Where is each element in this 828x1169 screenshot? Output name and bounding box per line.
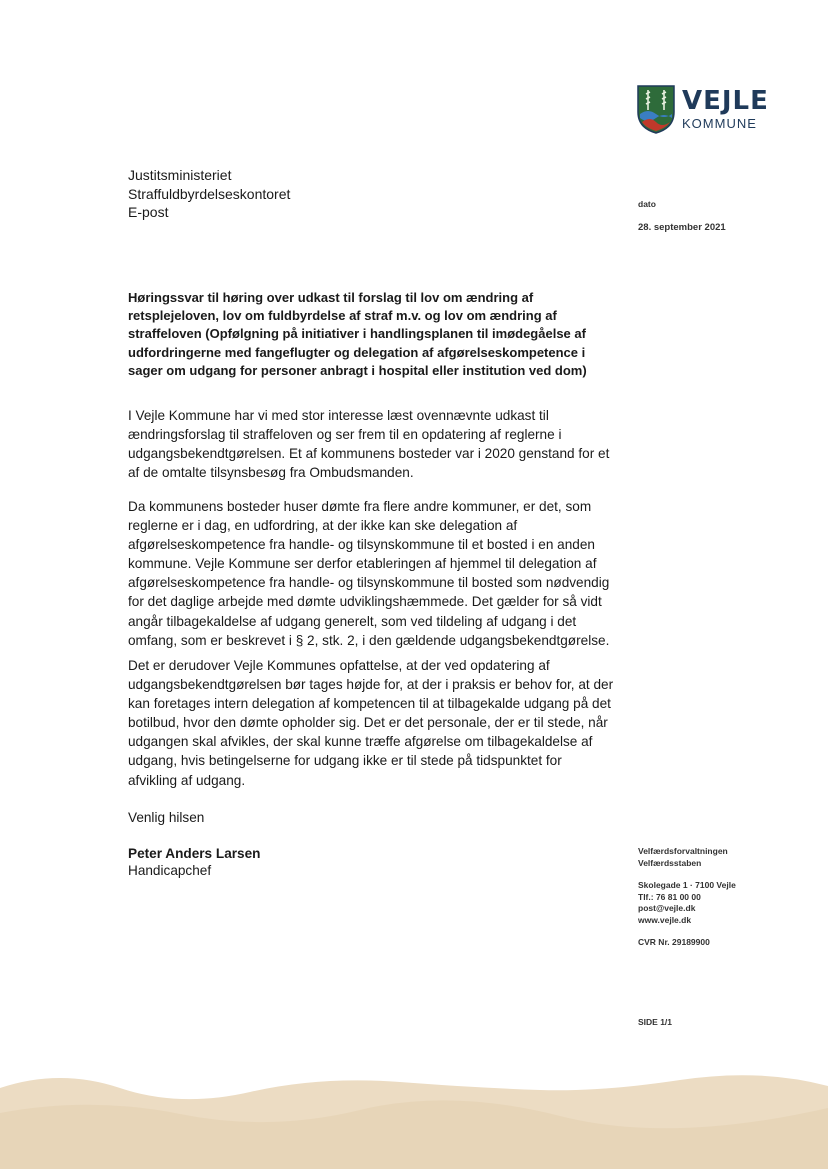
paragraph-line: afvikling af udgang.: [128, 772, 246, 788]
sender-contact: [638, 880, 736, 926]
paragraph-line: udgangsbekendtgørelsen. Et af kommunens bosteder var i 2020 genstand for et: [128, 446, 610, 462]
date-label: dato: [638, 199, 656, 209]
paragraph-line: angår tilbagekaldelse af udgang generelt, som ved tildeling af udgang i det: [128, 613, 577, 629]
logo-wordmark: VEJLE: [682, 86, 769, 116]
paragraph-line: udgang, hvis betingelserne for udgang ikke er til stede på tidspunktet for: [128, 753, 562, 769]
recipient-line: E-post: [128, 204, 169, 220]
subject-line: straffeloven (Opfølgning på initiativer i handlingsplanen til imødegåelse af: [128, 326, 586, 342]
cvr-number: CVR Nr. 29189900: [638, 937, 710, 947]
recipient-address: [128, 166, 290, 222]
subject-line: udfordringerne med fangeflugter og delegation af afgørelseskompetence i: [128, 344, 586, 360]
paragraph-line: afgørelseskompetence fra handle- og tilsynskommune til et bosted i en anden: [128, 537, 595, 553]
paragraph-line: reglerne er i dag, en udfordring, at der ikke kan ske delegation af: [128, 518, 518, 534]
paragraph-line: kan foretages intern delegation af kompetencen til at tilbagekalde udgang på det: [128, 696, 611, 712]
logo-subtitle: KOMMUNE: [682, 116, 757, 131]
recipient-line: Straffuldbyrdelseskontoret: [128, 185, 291, 202]
recipient-line: Justitsministeriet: [128, 167, 232, 183]
paragraph-line: udgangen skal afvikles, der skal kunne træffe afgørelse om tilbagekaldelse af: [128, 734, 593, 750]
paragraph-line: omfang, som er beskrevet i § 2, stk. 2, i den gældende udgangsbekendtgørelse.: [128, 632, 610, 648]
signer-name: Peter Anders Larsen: [128, 846, 261, 861]
subject-line: sager om udgang for personer anbragt i hospital eller institution ved dom): [128, 362, 587, 378]
paragraph-line: for det daglige arbejde med dømte udviklingshæmmede. Det gælder for så vidt: [128, 594, 602, 610]
coat-of-arms-icon: [636, 84, 676, 134]
vejle-logo: [636, 84, 769, 136]
paragraph-line: botilbud, hvor den dømte opholder sig. Det er det personale, der er til stede, når: [128, 715, 608, 731]
subject-line: retsplejeloven, lov om fuldbyrdelse af straf m.v. og lov om ændring af: [128, 308, 557, 324]
paragraph-line: afgørelseskompetence fra handle- og tilsynskommune til bosted som nødvendig: [128, 575, 610, 591]
subject-line: Høringssvar til høring over udkast til forslag til lov om ændring af: [128, 290, 534, 305]
body-paragraph-2: [128, 497, 609, 650]
sender-department: [638, 846, 728, 869]
subject-heading: [128, 289, 608, 380]
paragraph-line: kommune. Vejle Kommune ser derfor etableringen af hjemmel til delegation af: [128, 556, 597, 572]
paragraph-line: I Vejle Kommune har vi med stor interesse læst ovennævnte udkast til: [128, 408, 549, 423]
paragraph-line: Det er derudover Vejle Kommunes opfattelse, at der ved opdatering af: [128, 658, 550, 673]
page-number: SIDE 1/1: [638, 1017, 673, 1027]
paragraph-line: Da kommunens bosteder huser dømte fra flere andre kommuner, er det, som: [128, 499, 592, 514]
paragraph-line: udgangsbekendtgørelsen bør tages højde for, at der i praksis er behov for, at der: [128, 677, 614, 693]
body-paragraph-3: [128, 656, 613, 790]
signer-title: Handicapchef: [128, 863, 212, 878]
closing-greeting: Venlig hilsen: [128, 810, 205, 825]
contact-website: www.vejle.dk: [638, 914, 692, 925]
body-paragraph-1: [128, 406, 609, 482]
department-line: Velfærdsstaben: [638, 857, 702, 868]
contact-email: post@vejle.dk: [638, 903, 696, 913]
paragraph-line: af de omtalte tilsynsbesøg fra Ombudsmanden.: [128, 465, 414, 481]
landscape-decoration: [0, 1058, 828, 1169]
department-line: Velfærdsforvaltningen: [638, 846, 728, 856]
contact-phone: Tlf.: 76 81 00 00: [638, 891, 701, 902]
paragraph-line: ændringsforslag til straffeloven og ser frem til en opdatering af reglerne i: [128, 427, 562, 443]
contact-address: Skolegade 1 · 7100 Vejle: [638, 880, 736, 890]
date-value: 28. september 2021: [638, 222, 726, 233]
